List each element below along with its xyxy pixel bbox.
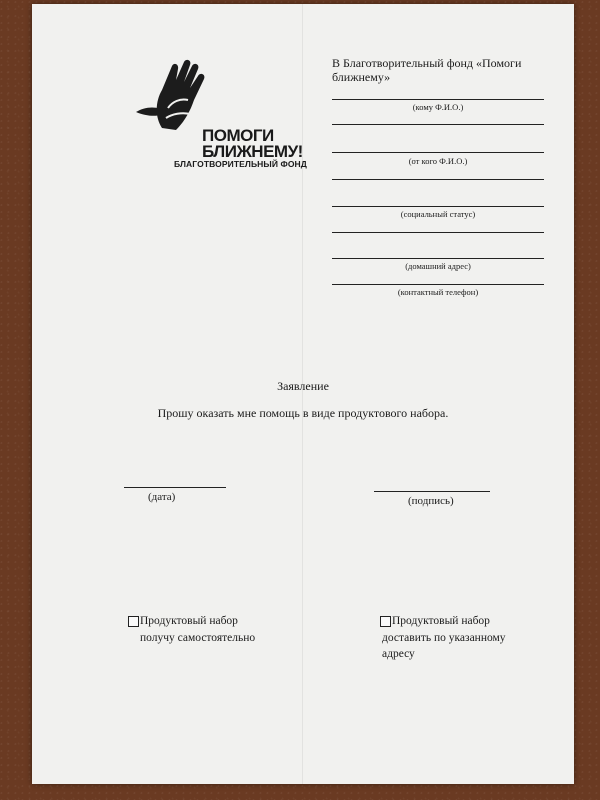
social-status-caption: (социальный статус) [400,209,476,219]
from-name-caption: (от кого Ф.И.О.) [408,156,468,166]
delivery-line1: Продуктовый набор [392,615,490,627]
social-status-line-2 [332,206,544,207]
date-caption: (дата) [148,491,176,503]
phone-line [332,284,544,285]
from-name-line-2 [332,152,544,153]
foundation-logo [132,56,332,176]
signature-line [374,491,490,492]
to-name-caption: (кому Ф.И.О.) [412,102,464,112]
logo-subtitle: БЛАГОТВОРИТЕЛЬНЫЙ ФОНД [174,159,307,169]
self-pickup-option-line2 [140,630,255,646]
home-address-caption: (домашний адрес) [405,261,471,271]
from-name-line-1 [332,124,544,125]
delivery-line2: доставить по указанному [382,632,506,644]
home-address-line-2 [332,258,544,259]
date-line [124,487,226,488]
logo-title-line1: ПОМОГИ [202,126,274,145]
logo-title-line2: БЛИЖНЕМУ! [202,142,303,161]
addressee-text: В Благотворительный фонд «Помоги ближнему» [332,56,522,84]
document-title: Заявление [277,379,329,393]
delivery-option-line2 [382,630,506,662]
request-text: Прошу оказать мне помощь в виде продуктового набора. [157,406,449,420]
application-form-sheet [32,4,574,784]
self-pickup-line1: Продуктовый набор [140,615,238,627]
phone-caption: (контактный телефон) [397,287,479,297]
self-pickup-checkbox[interactable] [128,616,139,627]
to-name-line [332,99,544,100]
self-pickup-line2: получу самостоятельно [140,632,256,644]
delivery-option [392,613,490,629]
delivery-checkbox[interactable] [380,616,391,627]
delivery-line3: адресу [382,648,415,660]
self-pickup-option [140,613,238,629]
social-status-line-1 [332,179,544,180]
signature-caption: (подпись) [408,495,454,507]
home-address-line-1 [332,232,544,233]
